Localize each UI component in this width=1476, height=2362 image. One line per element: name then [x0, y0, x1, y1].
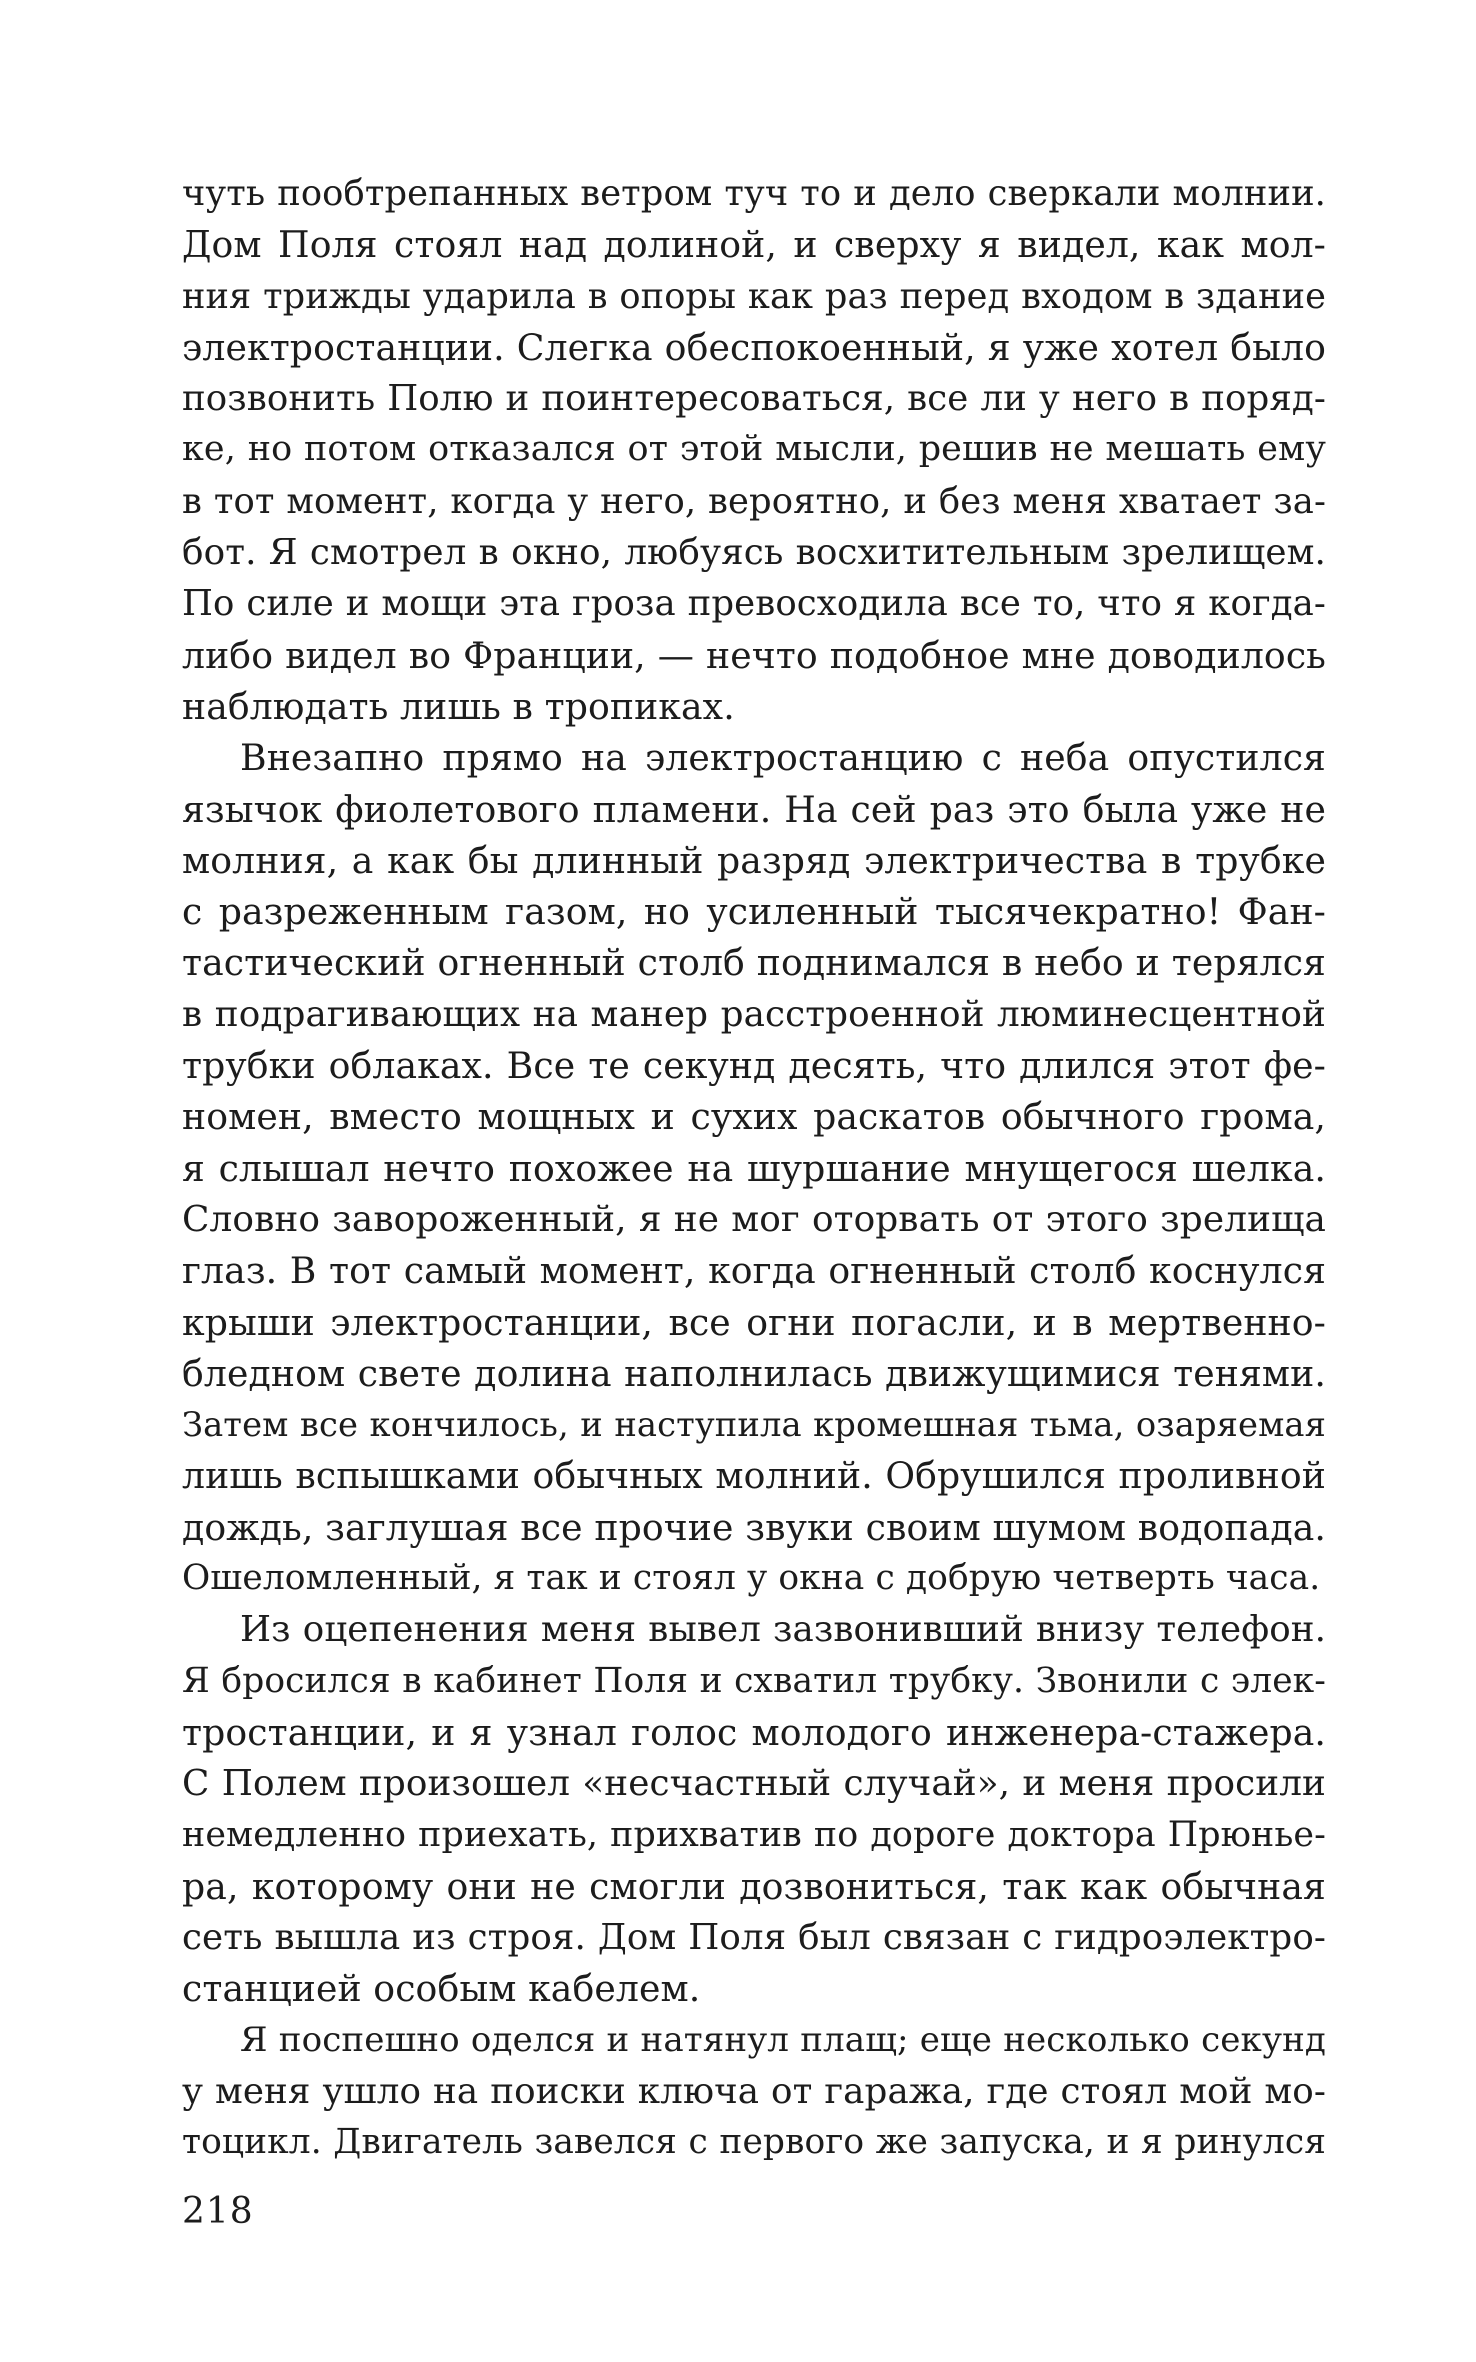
text-line: глаз. В тот самый момент, когда огненный столб коснулся — [182, 1249, 1326, 1293]
text-line: крыши электростанции, все огни погасли, и в мертвенно- — [182, 1300, 1326, 1344]
text-line: По силе и мощи эта гроза превосходила все то, что я когда- — [182, 583, 1326, 625]
text-line: немедленно приехать, прихватив по дороге доктора Прюнье- — [182, 1814, 1326, 1855]
text-line: ния трижды ударила в опоры как раз перед входом в здание — [182, 275, 1326, 317]
text-line: чуть пообтрепанных ветром туч то и дело сверкали молнии. — [182, 173, 1326, 214]
paragraph — [182, 2015, 1326, 2169]
text-line: трубки облаках. Все те секунд десять, что длился этот фе- — [182, 1044, 1326, 1088]
page-number: 218 — [182, 2191, 254, 2232]
page-text — [182, 168, 1326, 2169]
text-line: у меня ушло на поиски ключа от гаража, где стоял мой мо- — [182, 2070, 1326, 2112]
text-line: молния, а как бы длинный разряд электричества в трубке — [182, 838, 1326, 882]
text-line: бледном свете долина наполнилась движущимися тенями. — [182, 1351, 1326, 1395]
paragraph — [182, 732, 1326, 1604]
text-line: тоцикл. Двигатель завелся с первого же запуска, и я ринулся — [182, 2122, 1326, 2163]
text-line: С Полем произошел «несчастный случай», и меня просили — [182, 1763, 1326, 1805]
text-line: тастический огненный столб поднимался в небо и терялся — [182, 941, 1326, 985]
text-line: либо видел во Франции, — нечто подобное мне доводилось — [182, 633, 1326, 677]
text-line: станцией особым кабелем. — [182, 1967, 701, 2011]
text-line: бот. Я смотрел в окно, любуясь восхитительным зрелищем. — [182, 532, 1326, 574]
paragraph — [182, 168, 1326, 732]
text-line: позвонить Полю и поинтересоваться, все ли у него в поряд- — [182, 378, 1326, 420]
text-line: электростанции. Слегка обеспокоенный, я уже хотел было — [182, 325, 1326, 369]
text-line: я слышал нечто похожее на шуршание мнущегося шелка. — [182, 1146, 1326, 1190]
paragraph — [182, 1604, 1326, 2014]
text-line: лишь вспышками обычных молний. Обрушился проливной — [182, 1454, 1326, 1498]
text-line: ке, но потом отказался от этой мысли, решив не мешать ему — [182, 429, 1326, 470]
text-line: ра, которому они не смогли дозвониться, так как обычная — [182, 1864, 1326, 1908]
text-line: тростанции, и я узнал голос молодого инженера-стажера. — [182, 1710, 1326, 1754]
text-line: Затем все кончилось, и наступила кромешная тьма, озаряемая — [182, 1405, 1326, 1445]
text-line: с разреженным газом, но усиленный тысячекратно! Фан- — [182, 890, 1326, 934]
text-line: в подрагивающих на манер расстроенной люминесцентной — [182, 993, 1326, 1035]
text-line: Я поспешно оделся и натянул плащ; еще несколько секунд — [240, 2019, 1326, 2060]
text-line: номен, вместо мощных и сухих раскатов обычного грома, — [182, 1095, 1326, 1139]
text-line: наблюдать лишь в тропиках. — [182, 684, 735, 728]
text-line: сеть вышла из строя. Дом Поля был связан с гидроэлектро- — [182, 1917, 1326, 1959]
text-line: Дом Поля стоял над долиной, и сверху я видел, как мол- — [182, 223, 1326, 267]
text-line: Словно завороженный, я не мог оторвать от этого зрелища — [182, 1198, 1326, 1240]
text-line: Я бросился в кабинет Поля и схватил трубку. Звонили с элек- — [182, 1660, 1326, 1701]
text-line: Ошеломленный, я так и стоял у окна с добрую четверть часа. — [182, 1558, 1321, 1599]
text-line: дождь, заглушая все прочие звуки своим шумом водопада. — [182, 1505, 1326, 1549]
text-line: в тот момент, когда у него, вероятно, и без меня хватает за- — [182, 480, 1326, 522]
text-line: Из оцепенения меня вывел зазвонивший внизу телефон. — [240, 1609, 1326, 1651]
text-line: Внезапно прямо на электростанцию с неба опустился — [240, 736, 1326, 780]
text-line: язычок фиолетового пламени. На сей раз это была уже не — [182, 787, 1326, 831]
